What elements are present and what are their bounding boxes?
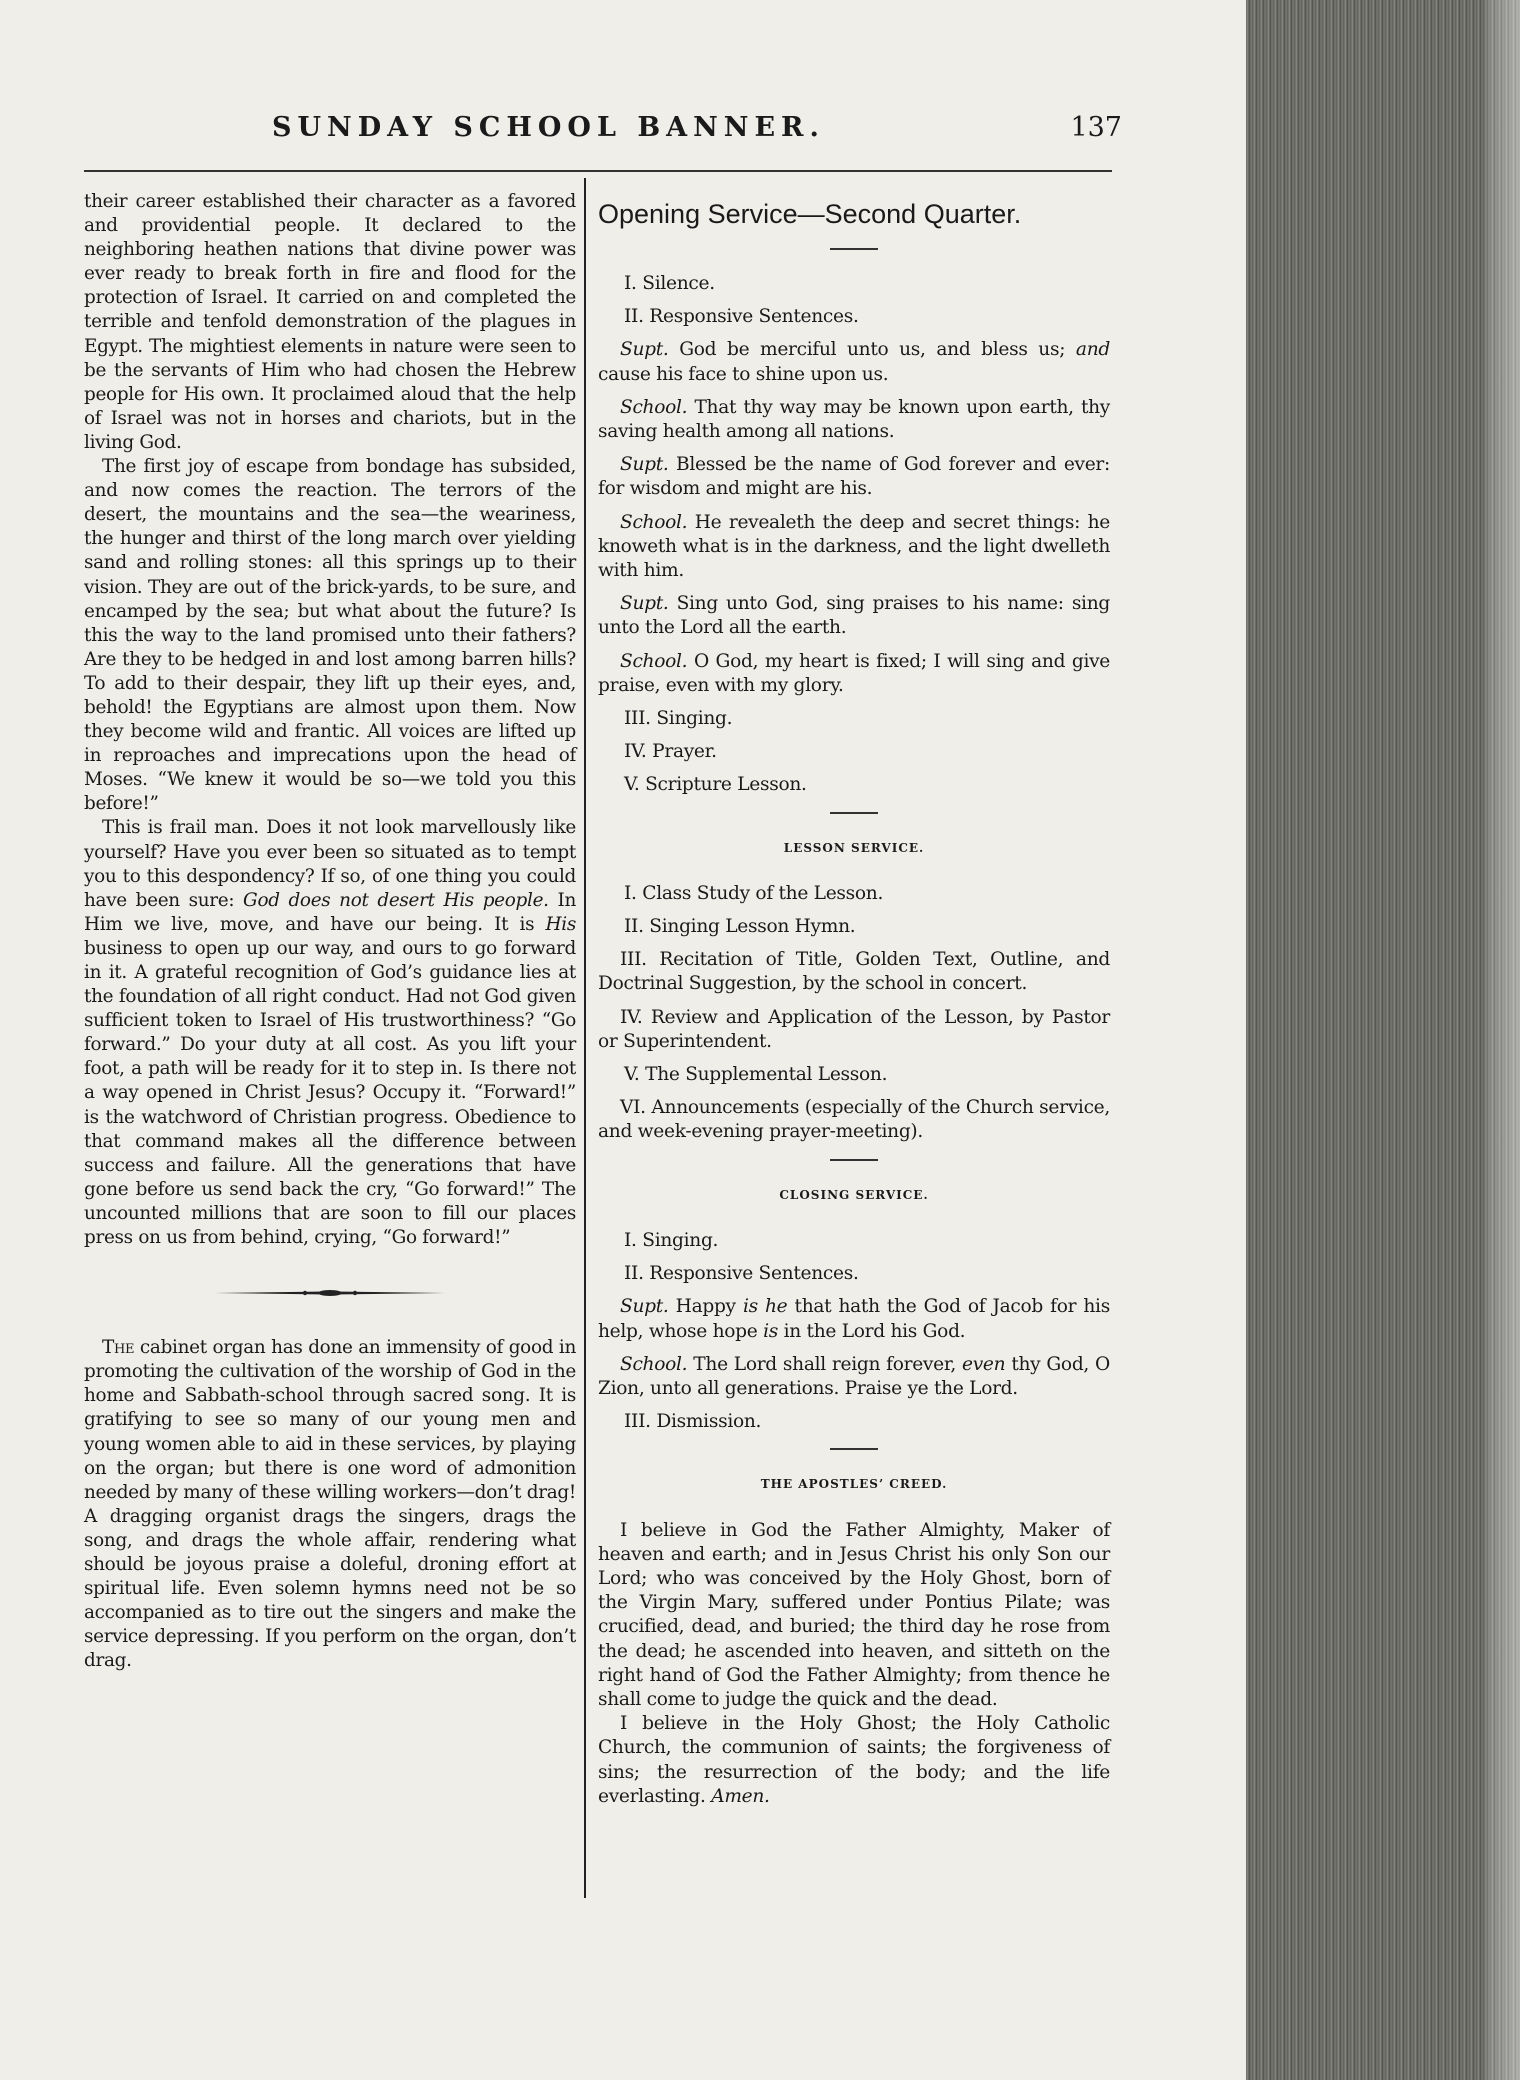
list-item: VI. Announcements (especially of the Church service, and week-evening prayer-meeting).: [598, 1097, 1110, 1143]
paragraph: The first joy of escape from bondage has subsided, and now comes the reaction. The terrors of the desert, the mountains and the sea—the weariness, the hunger and thirst of the long march over yielding sand and rolling stones: all this springs up to their vision. They are out of the brick-yards, to be sure, and encamped by the sea; but what about the future? Is this the way to the land promised unto their fathers? Are they to be hedged in and lost among barren hills? To add to their despair, they lift up their eyes, and, behold! the Egyptians are almost upon them. Now they become wild and frantic. All voices are lifted up in reproaches and imprecations upon the head of Moses. “We knew it would be so—we told you this before!”: [84, 456, 576, 815]
speaker: Supt.: [620, 1296, 669, 1318]
speaker: Supt.: [620, 593, 669, 615]
creed-text: I believe in the Holy Ghost; the Holy Catholic Church, the communion of saints; the forgiveness of sins; the resurrection of the body; and the life everlasting.: [598, 1713, 1110, 1807]
list-item: V. Scripture Lesson.: [624, 774, 807, 796]
sentence-text: Happy: [675, 1296, 736, 1318]
sentence-text: O God, my heart is fixed; I will sing and give praise, even with my glory.: [598, 650, 1110, 696]
list-item: IV. Review and Application of the Lesson, by Pastor or Superintendent.: [598, 1006, 1110, 1052]
paragraph: [84, 816, 576, 1250]
list-item: II. Responsive Sentences.: [624, 306, 859, 328]
sentence-text: That thy way may be known upon earth, thy saving health among all nations.: [598, 396, 1110, 443]
list-item: II. Responsive Sentences.: [624, 1263, 859, 1285]
short-rule: [830, 248, 878, 250]
italic-word: is: [763, 1320, 778, 1342]
creed-paragraph: I believe in God the Father Almighty, Maker of heaven and earth; and in Jesus Christ his only Son our Lord; who was conceived by the Holy Ghost, born of the Virgin Mary, suffered under Pontius Pilate; was crucified, dead, and buried; the third day he rose from the dead; he ascended into heaven, and sitteth on the right hand of God the Father Almighty; from thence he shall come to judge the quick and the dead.: [598, 1519, 1110, 1710]
sentence-text: The Lord shall reign forever,: [693, 1353, 956, 1375]
responsive-sentence: [598, 1353, 1110, 1401]
responsive-sentence: [598, 453, 1110, 501]
list-item: III. Recitation of Title, Golden Text, Outline, and Doctrinal Suggestion, by the school in concert.: [598, 949, 1110, 995]
responsive-sentence: [598, 650, 1110, 698]
italic-word: and: [1075, 339, 1110, 361]
responsive-sentence: [598, 338, 1110, 386]
book-page-edges: [1246, 0, 1520, 2080]
section-heading: Opening Service—Second Quarter.: [598, 199, 1022, 229]
italic-word: even: [962, 1353, 1006, 1375]
running-header: [82, 112, 1122, 152]
responsive-sentence: [598, 511, 1110, 584]
responsive-sentence: [598, 396, 1110, 444]
speaker: School.: [620, 650, 688, 672]
sentence-text: Blessed be the name of God forever and ever: for wisdom and might are his.: [598, 454, 1110, 500]
italic-word: His: [545, 913, 576, 935]
paragraph-text: In Him we live, move, and have our being. It is: [84, 889, 577, 935]
publication-title: SUNDAY SCHOOL BANNER.: [272, 112, 825, 143]
sentence-text: He revealeth the deep and secret things: he knoweth what is in the darkness, and the light dwelleth with him.: [598, 511, 1110, 582]
responsive-sentence: [598, 592, 1110, 640]
lesson-service-title: LESSON SERVICE.: [783, 840, 925, 855]
list-item: IV. Prayer.: [624, 741, 717, 763]
creed-title: THE APOSTLES’ CREED.: [760, 1477, 948, 1492]
header-rule: [84, 170, 1112, 172]
responsive-sentence: [598, 1295, 1110, 1343]
speaker: School.: [620, 511, 688, 533]
sentence-text: in the Lord his God.: [783, 1320, 966, 1342]
short-rule: [830, 1448, 878, 1450]
creed-paragraph: [598, 1712, 1110, 1809]
italic-phrase: God does not desert His people.: [243, 889, 549, 911]
short-rule: [830, 812, 878, 814]
short-rule: [830, 1159, 878, 1161]
sentence-text: cause his face to shine upon us.: [598, 363, 889, 385]
sentence-text: thy God, O Zion, unto all generations. Praise ye the Lord.: [598, 1353, 1110, 1399]
paragraph-text: business to open up our way, and ours to go forward in it. A grateful recognition of God’s guidance lies at the foundation of all right conduct. Had not God given sufficient token to Israel of His trustworthiness? “Go forward.” Do your duty at all cost. As you lift your foot, a path will be ready for it to step in. Is there not a way opened in Christ Jesus? Occupy it. “Forward!” is the watchword of Christian progress. Obedience to that command makes all the difference between success and failure. All the generations that have gone before us send back the cry, “Go forward!” The uncounted millions that are soon to fill our places press on us from behind, crying, “Go forward!”: [84, 937, 576, 1249]
ornamental-rule: [84, 1286, 576, 1300]
list-item: II. Singing Lesson Hymn.: [624, 916, 856, 938]
italic-word: is he: [742, 1296, 788, 1318]
paragraph-text: This is frail man. Does it not look marvellously like yourself? Have you ever been so situated as to tempt you to this despondency? If so, of one thing you could have been sure:: [84, 817, 576, 911]
sentence-text: that hath the God of Jacob for his help, whose hope: [598, 1296, 1110, 1342]
list-item: I. Singing.: [624, 1229, 719, 1251]
right-column: [598, 190, 1110, 1809]
sentence-text: Sing unto God, sing praises to his name: sing unto the Lord all the earth.: [598, 593, 1110, 639]
column-divider: [584, 178, 586, 1898]
list-item: I. Silence.: [624, 273, 715, 294]
speaker: School.: [620, 1353, 688, 1375]
list-item: III. Singing.: [624, 708, 733, 730]
paragraph-text: cabinet organ has done an immensity of good in promoting the cultivation of the worship of God in the home and Sabbath-school through sacred song. It is gratifying to see so many of our young men and young women able to aid in these services, by playing on the organ; but there is one word of admonition needed by many of these willing workers—don’t drag! A dragging organist drags the singers, drags the song, and drags the whole affair, rendering what should be joyous praise a doleful, droning effort at spiritual life. Even solemn hymns need not be so accompanied as to tire out the singers and make the service depressing. If you perform on the organ, don’t drag.: [84, 1337, 577, 1672]
paragraph: [84, 1336, 576, 1673]
list-item: I. Class Study of the Lesson.: [624, 882, 884, 904]
speaker: School.: [620, 396, 688, 418]
left-column: [84, 190, 576, 1673]
list-item: III. Dismission.: [624, 1411, 762, 1433]
sentence-text: God be merciful unto us, and bless us;: [679, 339, 1066, 361]
lead-word: The: [102, 1337, 135, 1359]
paragraph: their career established their character as a favored and providential people. It declared to the neighboring heathen nations that divine power was ever ready to break forth in fire and flood for the protection of Israel. It carried on and completed the terrible and tenfold demonstration of the plagues in Egypt. The mightiest elements in nature were seen to be the servants of Him who had chosen the Hebrew people for His own. It proclaimed aloud that the help of Israel was not in horses and chariots, but in the living God.: [84, 191, 576, 453]
closing-service-title: CLOSING SERVICE.: [779, 1187, 929, 1202]
page-number: 137: [1070, 112, 1122, 143]
ornament-icon: [215, 1286, 445, 1300]
speaker: Supt.: [620, 339, 669, 361]
list-item: V. The Supplemental Lesson.: [624, 1064, 888, 1086]
amen: Amen.: [711, 1785, 770, 1807]
speaker: Supt.: [620, 454, 669, 476]
